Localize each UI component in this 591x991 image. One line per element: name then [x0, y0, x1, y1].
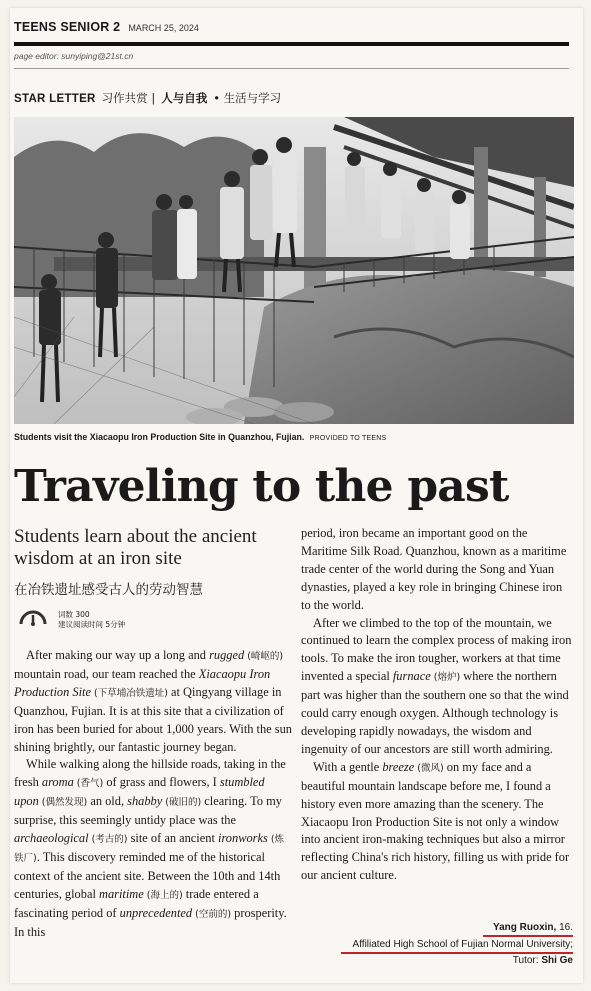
- reading-meta: [18, 608, 125, 631]
- issue-date: MARCH 25, 2024: [128, 23, 199, 33]
- kicker-cn-1: 习作共赏 |: [101, 91, 156, 105]
- word-count: 词数 300: [58, 609, 90, 619]
- header-rule: [14, 42, 569, 46]
- article-subhead: Students learn about the ancient wisdom at an iron site: [14, 526, 257, 569]
- column-kicker: [14, 90, 281, 106]
- section-name: TEENS SENIOR 2: [14, 20, 121, 34]
- reading-gauge-icon: [18, 608, 48, 631]
- paragraph-2-continued: period, iron became an important good on the Maritime Silk Road. Quanzhou, known as a maritime trade center of the world during the Song and Yuan dynasties, played a key role in bringing Chinese iron to the world.: [301, 526, 567, 612]
- photo-caption: [14, 432, 386, 442]
- photo-students-at-site: [14, 117, 574, 424]
- article-subhead-cn: 在冶铁遗址感受古人的劳动智慧: [14, 582, 203, 598]
- photo-credit: PROVIDED TO TEENS: [309, 435, 387, 442]
- article-column-2: [301, 525, 573, 885]
- author-signature: [353, 920, 573, 970]
- paragraph-4: With a gentle breeze (微风) on my face and a beautiful mountain landscape before me, I found a history even more amazing than the scenery. The Xiacaopu Iron Production Site is not only a window into ancient iron-making techniques but also a mirror reflecting China's rich history, filling us with pride for our ancient culture.: [301, 759, 570, 883]
- page-editor: page editor: sunyiping@21st.cn: [14, 51, 134, 61]
- page-header: [14, 20, 569, 34]
- tutor-label: Tutor:: [512, 955, 542, 966]
- author-school: Affiliated High School of Fujian Normal University;: [352, 938, 573, 950]
- divider: [14, 68, 569, 69]
- reading-time: 建议阅读时间 5分钟: [58, 619, 126, 629]
- article-headline: Traveling to the past: [14, 461, 509, 512]
- underline-school: [341, 952, 573, 954]
- kicker-cn-2: 人与自我: [161, 91, 208, 105]
- author-age: 16.: [556, 922, 573, 933]
- tutor-name: Shi Ge: [541, 955, 573, 966]
- kicker-label: STAR LETTER: [14, 93, 96, 105]
- kicker-cn-3: • 生活与学习: [213, 91, 282, 105]
- caption-text: Students visit the Xiacaopu Iron Production Site in Quanzhou, Fujian.: [14, 432, 305, 442]
- paragraph-2: While walking along the hillside roads, taking in the fresh aroma (香气) of grass and flowers, I stumbled upon (偶然发现) an old, shabby (破旧的) clearing. To my surprise, this seemingly untidy place was the archaeological (考古的) site of an ancient ironworks (炼铁厂). This discovery reminded me of the historical context of the ancient site. Between the 10th and 14th centuries, global maritime (海上的) trade entered a fascinating period of unprecedented (空前的) prosperity. In this: [14, 757, 287, 939]
- article-column-1: [14, 647, 292, 942]
- underline-name: [483, 935, 573, 937]
- paragraph-1: After making our way up a long and rugged (崎岖的) mountain road, our team reached the Xiacaopu Iron Production Site (下草埔冶铁遗址) at Qingyang village in Quanzhou, Fujian. It is at this site that a civilization of iron has been buried for about 1,000 years. With the sun shining brightly, our fantastic journey began.: [14, 648, 292, 754]
- author-name: Yang Ruoxin,: [492, 922, 557, 933]
- paragraph-3: After we climbed to the top of the mountain, we continued to learn the complex process of making iron tools. To make the iron tougher, workers at that time invented a special furnace (熔炉) where the northern part was higher than the southern one so that the wind could carry enough oxygen. Although technology is developing rapidly nowadays, the wisdom and ingenuity of our ancestors are still worth admiring.: [301, 615, 572, 756]
- article-photo: [14, 117, 574, 424]
